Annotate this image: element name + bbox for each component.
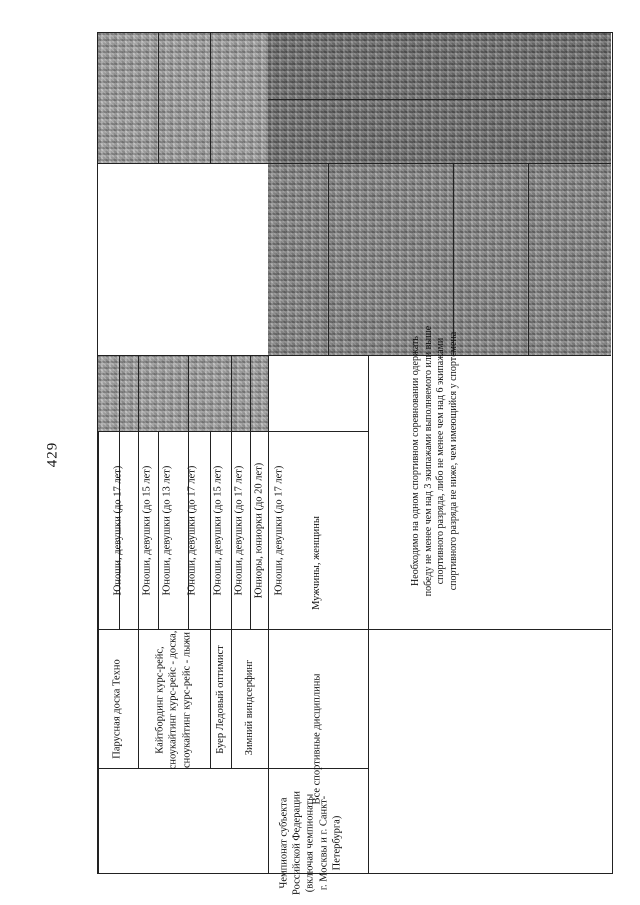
col-divider bbox=[158, 33, 159, 163]
col-divider bbox=[119, 355, 120, 431]
age-group-cell: Юноши, девушки (до 15 лет) bbox=[212, 465, 224, 596]
age-group-cell: Юноши, девушки (до 15 лет) bbox=[141, 465, 153, 596]
col-divider bbox=[138, 355, 139, 431]
discipline-cell: Зимний виндсерфинг bbox=[243, 659, 255, 756]
age-group-all-cell: Мужчины, женщины bbox=[311, 516, 323, 610]
col-divider bbox=[328, 163, 329, 355]
shaded-region bbox=[98, 33, 268, 163]
shaded-cell bbox=[98, 355, 268, 431]
age-group-cell: Юноши, девушки (до 17 лет) bbox=[186, 465, 198, 596]
discipline-cell: Парусная доска Техно bbox=[111, 659, 123, 759]
age-group-cell: Юноши, девушки (до 13 лет) bbox=[161, 465, 173, 596]
event-name-cell: Чемпионат субъекта Российской Федерации (включая чемпионаты г. Москвы и г. Санкт-Петербурга) bbox=[278, 791, 343, 895]
col-divider bbox=[250, 355, 251, 431]
page-number: 429 bbox=[44, 441, 61, 468]
row-divider bbox=[268, 99, 611, 100]
age-group-cell: Юноши, девушки (до 17 лет) bbox=[273, 465, 285, 596]
requirements-table bbox=[97, 32, 613, 895]
age-group-cell: Юноши, девушки (до 17 лет) bbox=[233, 465, 245, 596]
discipline-cell: Буер Ледовый оптимист bbox=[214, 645, 226, 754]
col-divider bbox=[210, 33, 211, 163]
row-divider bbox=[98, 163, 268, 164]
discipline-cell: Кайтбординг курс-рейс, сноукайтинг курс-рейс - доска, сноукайтинг курс-рейс - лыжи bbox=[154, 630, 193, 770]
discipline-all-cell: Все спортивные дисциплины bbox=[311, 673, 323, 805]
age-group-cell: Юноши, девушки (до 17 лет) bbox=[112, 465, 124, 596]
age-group-cell: Юниоры, юниорки (до 20 лет) bbox=[253, 462, 265, 599]
row-divider bbox=[98, 355, 611, 356]
col-divider bbox=[231, 355, 232, 431]
blank-cell bbox=[98, 163, 268, 355]
col-divider bbox=[528, 163, 529, 355]
condition-cell: Необходимо на одном спортивном соревновании одержать победу не менее чем над 3 экипажами выполняемого или выше спортивного разряда, либо не менее чем над 6 экипажами спортивного разряда не ниже, чем имеющийся у спортсмена bbox=[410, 325, 459, 597]
col-divider bbox=[188, 355, 189, 431]
shaded-region bbox=[268, 33, 611, 163]
